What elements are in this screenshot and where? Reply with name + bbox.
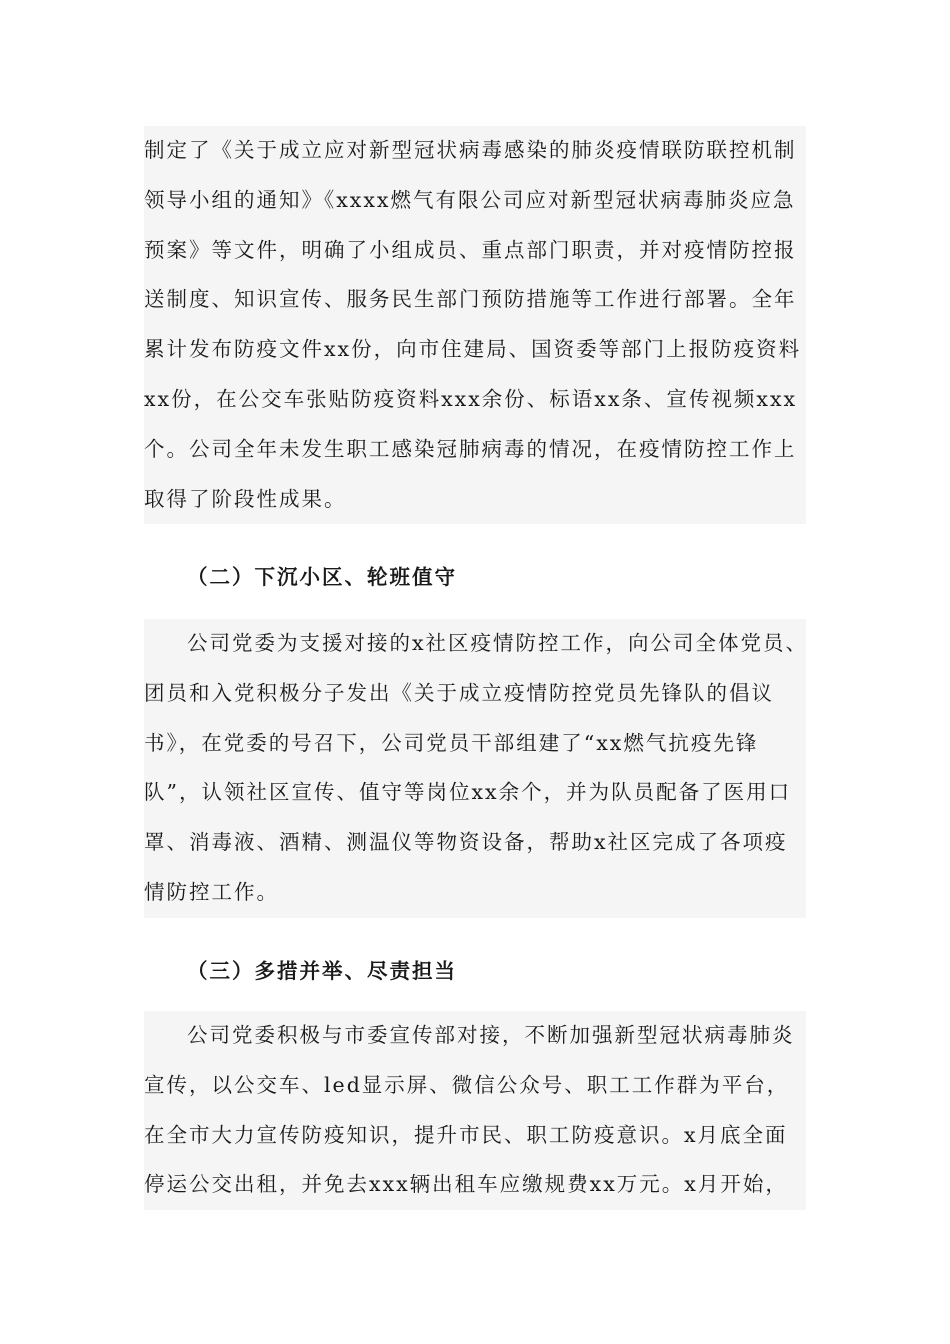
paragraph-2-line: 情防控工作。 (144, 879, 279, 904)
paragraph-1 (144, 126, 806, 524)
paragraph-1-line: 领导小组的通知》《xxxx燃气有限公司应对新型冠状病毒肺炎应急 (144, 187, 796, 212)
paragraph-2-line: 书》，在党委的号召下，公司党员干部组建了“xx燃气抗疫先锋 (144, 730, 759, 755)
paragraph-1-line: 制定了《关于成立应对新型冠状病毒感染的肺炎疫情联防联控机制 (144, 138, 797, 162)
paragraph-1-line: 送制度、知识宣传、服务民生部门预防措施等工作进行部署。全年 (144, 287, 797, 312)
paragraph-3-line: 停运公交出租，并免去xxx辆出租车应缴规费xx万元。x月开始， (144, 1172, 788, 1197)
paragraph-1-line: 预案》等文件，明确了小组成员、重点部门职责，并对疫情防控报 (144, 237, 797, 262)
paragraph-1-line: 累计发布防疫文件xx份，向市住建局、国资委等部门上报防疫资料 (144, 337, 802, 362)
paragraph-1-line: 取得了阶段性成果。 (144, 486, 347, 511)
paragraph-2-line: 公司党委为支援对接的x社区疫情防控工作，向公司全体党员、 (187, 631, 809, 655)
paragraph-2-line: 团员和入党积极分子发出《关于成立疫情防控党员先锋队的倡议 (144, 680, 774, 705)
paragraph-3-line: 在全市大力宣传防疫知识，提升市民、职工防疫意识。x月底全面 (144, 1122, 788, 1147)
section-heading-3: （三）多措并举、尽责担当 (187, 959, 457, 983)
paragraph-1-line: 个。公司全年未发生职工感染冠肺病毒的情况，在疫情防控工作上 (144, 436, 797, 461)
paragraph-1-line: xx份，在公交车张贴防疫资料xxx余份、标语xx条、宣传视频xxx (144, 386, 798, 411)
paragraph-2-line: 罩、消毒液、酒精、测温仪等物资设备，帮助x社区完成了各项疫 (144, 830, 788, 855)
section-heading-2: （二）下沉小区、轮班值守 (187, 565, 457, 589)
paragraph-3-line: 公司党委积极与市委宣传部对接，不断加强新型冠状病毒肺炎 (187, 1023, 795, 1047)
paragraph-2 (144, 619, 809, 918)
paragraph-3-line: 宣传，以公交车、led显示屏、微信公众号、职工工作群为平台， (144, 1072, 790, 1097)
paragraph-3 (144, 1011, 806, 1210)
paragraph-2-line: 队”，认领社区宣传、值守等岗位xx余个，并为队员配备了医用口 (144, 780, 792, 805)
